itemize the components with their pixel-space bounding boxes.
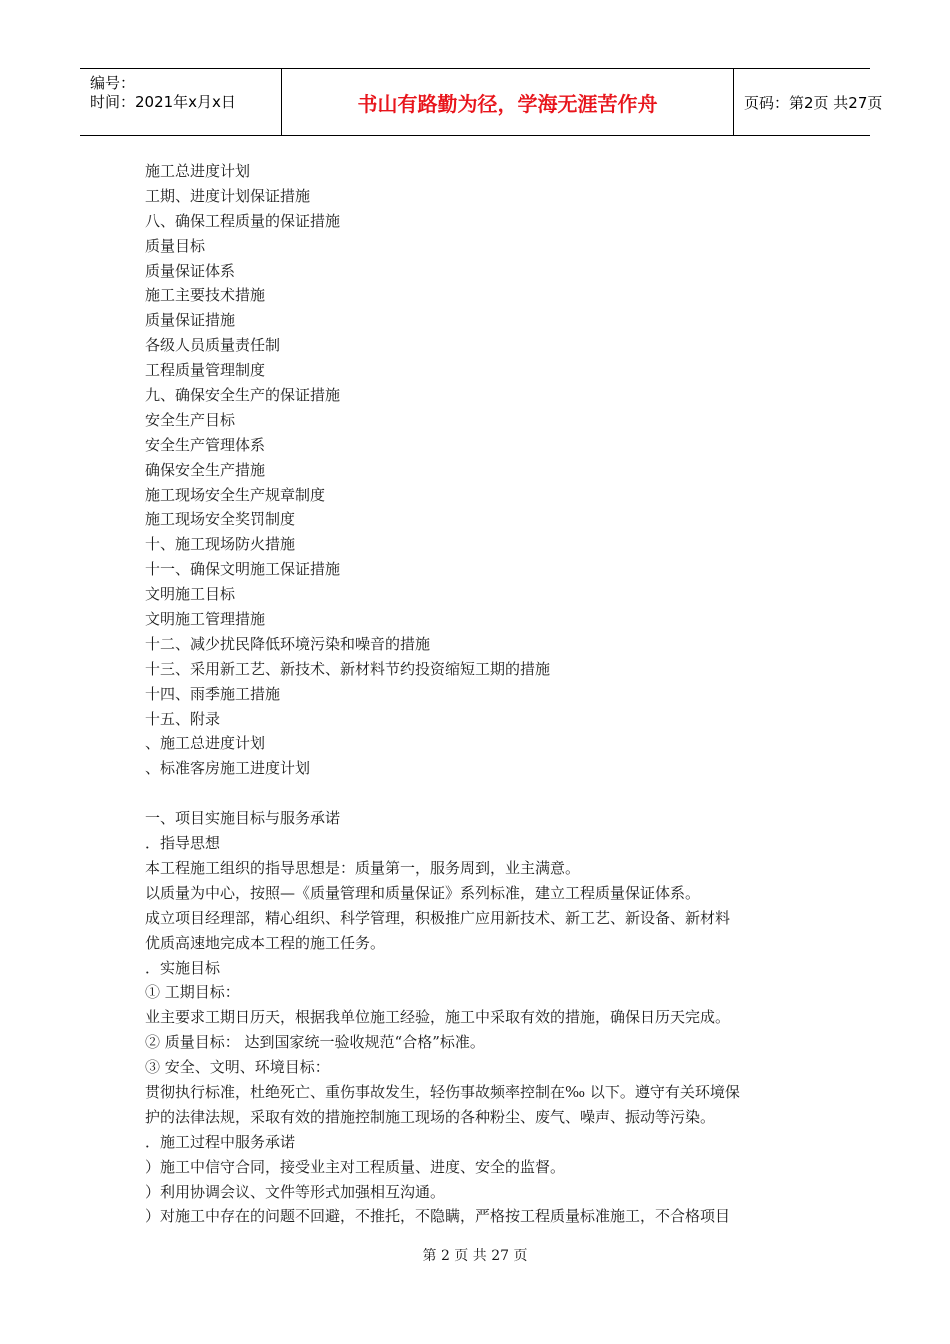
toc-line: 质量目标 bbox=[145, 236, 206, 255]
toc-line: 九、确保安全生产的保证措施 bbox=[145, 386, 341, 405]
table-of-contents bbox=[145, 159, 825, 781]
body-line: ② 质量目标： 达到国家统一验收规范“合格”标准。 bbox=[145, 1033, 485, 1052]
toc-line: 、施工总进度计划 bbox=[145, 734, 266, 753]
toc-line: 各级人员质量责任制 bbox=[145, 336, 281, 355]
toc-line: 文明施工管理措施 bbox=[145, 610, 266, 629]
section-heading: 一、项目实施目标与服务承诺 bbox=[145, 809, 341, 828]
body-line: 护的法律法规，采取有效的措施控制施工现场的各种粉尘、废气、噪声、振动等污染。 bbox=[145, 1107, 716, 1126]
toc-line: 施工现场安全生产规章制度 bbox=[145, 485, 326, 504]
toc-line: 施工总进度计划 bbox=[145, 162, 251, 180]
toc-line: 十、施工现场防火措施 bbox=[145, 535, 296, 554]
body-line: 贯彻执行标准，杜绝死亡、重伤事故发生，轻伤事故频率控制在‰ 以下。遵守有关环境保 bbox=[145, 1082, 740, 1101]
subsection-heading: ．指导思想 bbox=[145, 834, 221, 853]
toc-line: 确保安全生产措施 bbox=[145, 460, 266, 479]
toc-line: 八、确保工程质量的保证措施 bbox=[145, 211, 341, 230]
toc-line: 十五、附录 bbox=[145, 709, 221, 728]
body-line: 成立项目经理部，精心组织、科学管理，积极推广应用新技术、新工艺、新设备、新材料 bbox=[145, 908, 731, 927]
body-line: 本工程施工组织的指导思想是：质量第一，服务周到，业主满意。 bbox=[145, 858, 581, 877]
document-body bbox=[145, 159, 825, 1229]
toc-line: 十二、减少扰民降低环境污染和噪音的措施 bbox=[145, 634, 431, 653]
document-number-label: 编号： bbox=[90, 74, 136, 92]
body-line: 业主要求工期日历天，根据我单位施工经验，施工中采取有效的措施，确保日历天完成。 bbox=[145, 1008, 731, 1027]
body-line: ）对施工中存在的问题不回避，不推托，不隐瞒，严格按工程质量标准施工，不合格项目 bbox=[145, 1207, 731, 1226]
body-line: 优质高速地完成本工程的施工任务。 bbox=[145, 933, 386, 952]
section-content bbox=[145, 806, 825, 1229]
toc-line: 安全生产管理体系 bbox=[145, 435, 266, 454]
toc-line: 十三、采用新工艺、新技术、新材料节约投资缩短工期的措施 bbox=[145, 659, 551, 678]
toc-line: 安全生产目标 bbox=[145, 410, 236, 429]
subsection-heading: ．实施目标 bbox=[145, 958, 221, 977]
page-header bbox=[80, 68, 883, 136]
toc-line: 文明施工目标 bbox=[145, 585, 236, 604]
header-meta bbox=[80, 69, 282, 135]
body-line: ① 工期目标： bbox=[145, 983, 240, 1002]
paragraph-spacer bbox=[145, 781, 825, 806]
toc-line: 施工现场安全奖罚制度 bbox=[145, 510, 296, 529]
toc-line: 十一、确保文明施工保证措施 bbox=[145, 560, 341, 579]
toc-line: 工期、进度计划保证措施 bbox=[145, 186, 311, 205]
body-line: 以质量为中心，按照—《质量管理和质量保证》系列标准，建立工程质量保证体系。 bbox=[145, 883, 701, 902]
body-line: ）施工中信守合同，接受业主对工程质量、进度、安全的监督。 bbox=[145, 1157, 566, 1176]
toc-line: 质量保证体系 bbox=[145, 261, 236, 280]
subsection-heading: ．施工过程中服务承诺 bbox=[145, 1132, 296, 1151]
document-time-label: 时间：2021年x月x日 bbox=[90, 93, 236, 111]
toc-line: 质量保证措施 bbox=[145, 311, 236, 330]
body-line: ）利用协调会议、文件等形式加强相互沟通。 bbox=[145, 1182, 446, 1201]
header-motto: 书山有路勤为径，学海无涯苦作舟 bbox=[282, 69, 734, 135]
toc-line: 施工主要技术措施 bbox=[145, 286, 266, 305]
toc-line: 、标准客房施工进度计划 bbox=[145, 759, 311, 778]
header-page-info: 页码：第2页 共27页 bbox=[744, 93, 883, 112]
toc-line: 十四、雨季施工措施 bbox=[145, 684, 281, 703]
toc-line: 工程质量管理制度 bbox=[145, 361, 266, 380]
body-line: ③ 安全、文明、环境目标： bbox=[145, 1058, 330, 1077]
page-footer: 第 2 页 共 27 页 bbox=[422, 1248, 528, 1264]
